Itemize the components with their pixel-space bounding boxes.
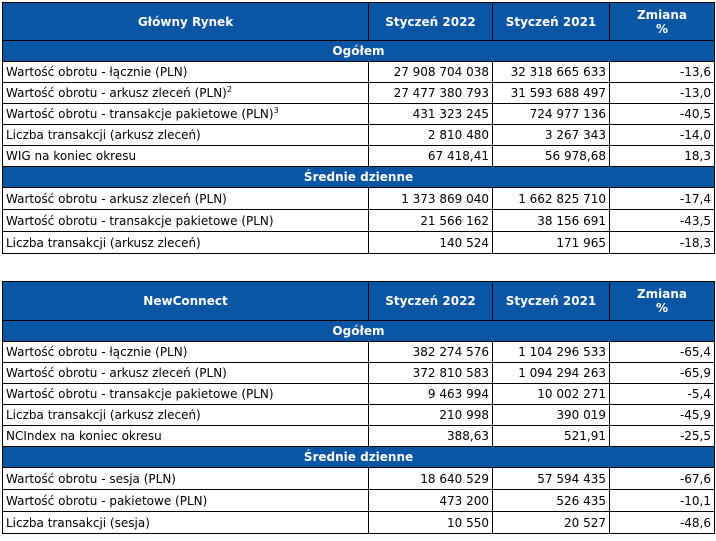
value-cell: 1 662 825 710: [493, 188, 610, 210]
column-header: Styczeń 2021: [493, 282, 610, 321]
table-row: [3, 405, 715, 426]
row-label: Wartość obrotu - arkusz zleceń (PLN): [3, 363, 369, 384]
table-row: [3, 188, 715, 210]
table-title: Główny Rynek: [3, 3, 369, 41]
section-title: Ogółem: [3, 41, 715, 62]
change-cell: -13,6: [610, 62, 715, 83]
value-cell: 372 810 583: [369, 363, 493, 384]
value-cell: 140 524: [369, 232, 493, 254]
value-cell: 27 477 380 793: [369, 83, 493, 104]
value-cell: 473 200: [369, 490, 493, 512]
value-cell: 1 373 869 040: [369, 188, 493, 210]
value-cell: 1 104 296 533: [493, 342, 610, 363]
footnote-marker: 2: [226, 85, 232, 94]
section-title: Ogółem: [3, 321, 715, 342]
row-label: Liczba transakcji (sesja): [3, 512, 369, 534]
table-row: [3, 83, 715, 104]
value-cell: 390 019: [493, 405, 610, 426]
percent-label: %: [655, 301, 669, 315]
value-cell: 3 267 343: [493, 125, 610, 146]
row-label: Wartość obrotu - transakcje pakietowe (PLN): [3, 210, 369, 232]
value-cell: 521,91: [493, 426, 610, 447]
table-row: [3, 384, 715, 405]
change-cell: -25,5: [610, 426, 715, 447]
value-cell: 431 323 245: [369, 104, 493, 125]
table-row: [3, 363, 715, 384]
value-cell: 67 418,41: [369, 146, 493, 167]
change-cell: -5,4: [610, 384, 715, 405]
row-label: Wartość obrotu - pakietowe (PLN): [3, 490, 369, 512]
row-label: Wartość obrotu - sesja (PLN): [3, 468, 369, 490]
newconnect-table: [2, 281, 715, 534]
value-cell: 2 810 480: [369, 125, 493, 146]
column-header: [610, 3, 715, 41]
value-cell: 171 965: [493, 232, 610, 254]
column-header: [610, 282, 715, 321]
section-header-row: [3, 447, 715, 468]
value-cell: 724 977 136: [493, 104, 610, 125]
value-cell: 10 002 271: [493, 384, 610, 405]
value-cell: 21 566 162: [369, 210, 493, 232]
footnote-marker: 3: [273, 106, 279, 115]
section-title: Średnie dzienne: [3, 447, 715, 468]
section-header-row: [3, 167, 715, 188]
percent-label: %: [655, 21, 669, 36]
section-title: Średnie dzienne: [3, 167, 715, 188]
change-cell: -13,0: [610, 83, 715, 104]
change-cell: -40,5: [610, 104, 715, 125]
row-label: NCIndex na koniec okresu: [3, 426, 369, 447]
value-cell: 32 318 665 633: [493, 62, 610, 83]
table-row: [3, 490, 715, 512]
change-cell: -65,4: [610, 342, 715, 363]
change-cell: -10,1: [610, 490, 715, 512]
value-cell: 388,63: [369, 426, 493, 447]
value-cell: 18 640 529: [369, 468, 493, 490]
change-cell: -14,0: [610, 125, 715, 146]
row-label: Wartość obrotu - transakcje pakietowe (PLN)$^3$: [3, 104, 369, 125]
value-cell: 38 156 691: [493, 210, 610, 232]
row-label: Wartość obrotu - arkusz zleceń (PLN): [3, 188, 369, 210]
row-label: Wartość obrotu - łącznie (PLN): [3, 342, 369, 363]
value-cell: 526 435: [493, 490, 610, 512]
value-cell: 9 463 994: [369, 384, 493, 405]
column-header: Styczeń 2022: [369, 3, 493, 41]
value-cell: 382 274 576: [369, 342, 493, 363]
change-cell: -65,9: [610, 363, 715, 384]
change-cell: -18,3: [610, 232, 715, 254]
row-label: Liczba transakcji (arkusz zleceń): [3, 405, 369, 426]
column-header: Styczeń 2021: [493, 3, 610, 41]
table-row: [3, 104, 715, 125]
value-cell: 31 593 688 497: [493, 83, 610, 104]
change-cell: -45,9: [610, 405, 715, 426]
row-label: Wartość obrotu - transakcje pakietowe (PLN): [3, 384, 369, 405]
section-header-row: [3, 321, 715, 342]
table-row: [3, 342, 715, 363]
value-cell: 56 978,68: [493, 146, 610, 167]
column-header: Styczeń 2022: [369, 282, 493, 321]
change-cell: -17,4: [610, 188, 715, 210]
table-row: [3, 62, 715, 83]
table-row: [3, 512, 715, 534]
table-row: [3, 426, 715, 447]
change-label: Zmiana: [636, 7, 688, 22]
table-title: NewConnect: [3, 282, 369, 321]
table-row: [3, 210, 715, 232]
change-cell: 18,3: [610, 146, 715, 167]
table-row: [3, 146, 715, 167]
row-label: Liczba transakcji (arkusz zleceń): [3, 125, 369, 146]
value-cell: 27 908 704 038: [369, 62, 493, 83]
value-cell: 1 094 294 263: [493, 363, 610, 384]
table-row: [3, 232, 715, 254]
table-row: [3, 125, 715, 146]
value-cell: 10 550: [369, 512, 493, 534]
table-header-row: [3, 3, 715, 41]
change-label: Zmiana: [636, 287, 688, 301]
section-header-row: [3, 41, 715, 62]
table-header-row: [3, 282, 715, 321]
table-row: [3, 468, 715, 490]
row-label: Liczba transakcji (arkusz zleceń): [3, 232, 369, 254]
row-label: Wartość obrotu - arkusz zleceń (PLN)$^2$: [3, 83, 369, 104]
row-label: Wartość obrotu - łącznie (PLN): [3, 62, 369, 83]
change-cell: -67,6: [610, 468, 715, 490]
value-cell: 210 998: [369, 405, 493, 426]
main-market-table: [2, 2, 715, 254]
change-cell: -43,5: [610, 210, 715, 232]
row-label: WIG na koniec okresu: [3, 146, 369, 167]
change-cell: -48,6: [610, 512, 715, 534]
value-cell: 57 594 435: [493, 468, 610, 490]
value-cell: 20 527: [493, 512, 610, 534]
